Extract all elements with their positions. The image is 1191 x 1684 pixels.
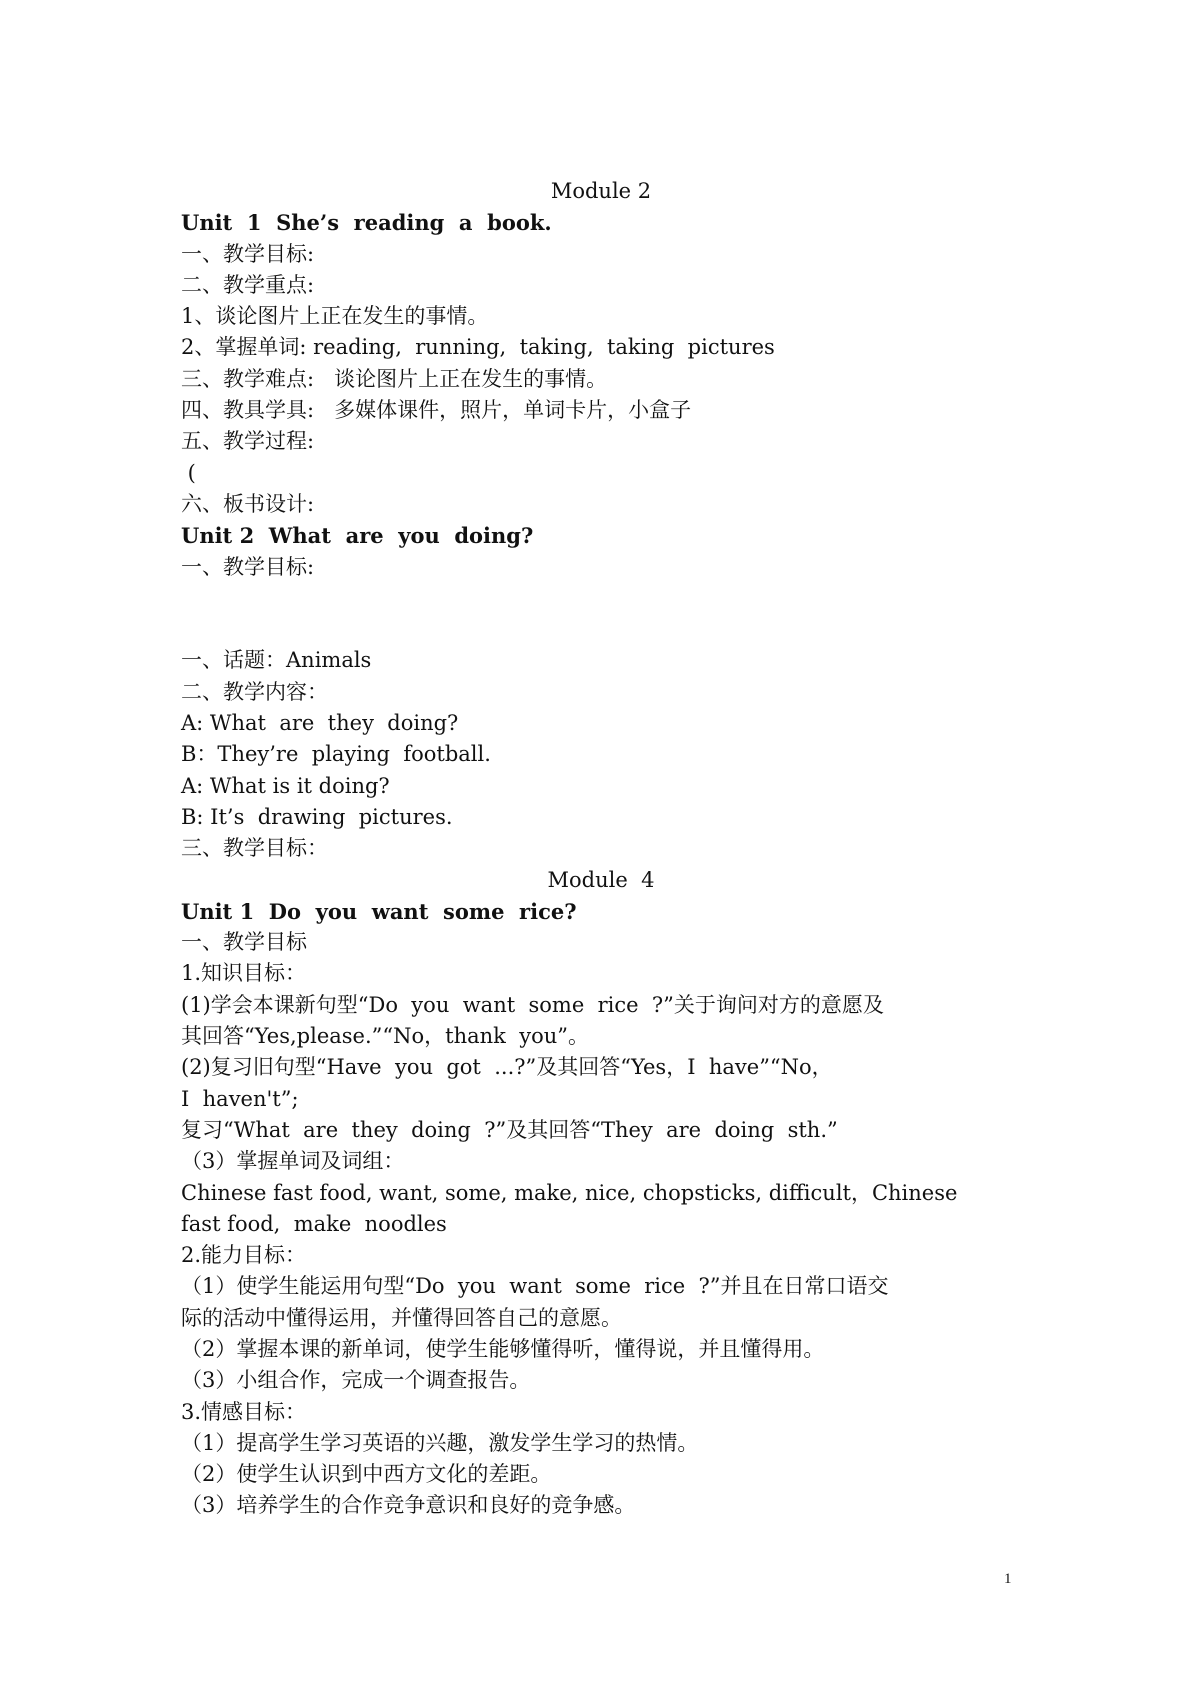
document-body	[181, 176, 1021, 1522]
text-line: 二、教学重点:	[181, 272, 315, 297]
text-line: (	[181, 460, 196, 485]
unit-1-heading: Unit 1 She’s reading a book.	[181, 210, 552, 236]
text-line: 3.情感目标：	[181, 1399, 307, 1424]
text-line: 际的活动中懂得运用，并懂得回答自己的意愿。	[181, 1305, 622, 1330]
text-line: 2、掌握单词: reading, running, taking, taking pictures	[181, 335, 775, 360]
text-line: 三、教学难点: 谈论图片上正在发生的事情。	[181, 366, 608, 391]
blank-line	[181, 583, 1021, 614]
text-line: B：They’re playing football.	[181, 742, 491, 767]
text-line: 一、教学目标:	[181, 554, 315, 579]
page-number: 1	[1004, 1571, 1012, 1587]
text-line: Chinese fast food, want, some, make, nice, chopsticks, difficult，Chinese	[181, 1180, 958, 1205]
blank-line	[181, 614, 1021, 645]
text-line: 2.能力目标：	[181, 1243, 307, 1268]
text-line: 四、教具学具: 多媒体课件，照片，单词卡片，小盒子	[181, 398, 692, 423]
text-line: （1）使学生能运用句型“Do you want some rice ?”并且在日常口语交	[181, 1274, 889, 1299]
text-line: 一、教学目标:	[181, 241, 315, 266]
text-line: 1、谈论图片上正在发生的事情。	[181, 304, 489, 329]
text-line: B: It’s drawing pictures.	[181, 804, 453, 829]
text-line: A: What is it doing?	[181, 773, 390, 798]
module-2-title: Module 2	[550, 179, 652, 203]
text-line: 一、教学目标	[181, 930, 307, 955]
text-line: I haven't”;	[181, 1086, 299, 1111]
text-line: 1.知识目标：	[181, 961, 307, 986]
text-line: 其回答“Yes,please.”“No，thank you”。	[181, 1024, 589, 1049]
unit-2-heading: Unit 2 What are you doing?	[181, 523, 534, 549]
text-line: 六、板书设计:	[181, 491, 315, 516]
text-line: 三、教学目标：	[181, 836, 328, 861]
text-line: fast food, make noodles	[181, 1211, 447, 1236]
text-line: A: What are they doing?	[181, 711, 459, 736]
module-4-title: Module 4	[547, 867, 655, 892]
text-line: （2）掌握本课的新单词，使学生能够懂得听，懂得说，并且懂得用。	[181, 1336, 825, 1361]
text-line: （3）培养学生的合作竞争意识和良好的竞争感。	[181, 1493, 636, 1518]
text-line: （2）使学生认识到中西方文化的差距。	[181, 1462, 552, 1487]
text-line: （1）提高学生学习英语的兴趣，激发学生学习的热情。	[181, 1430, 699, 1455]
text-line: （3）掌握单词及词组：	[181, 1149, 405, 1174]
text-line: (2)复习旧句型“Have you got ...?”及其回答“Yes，I have”“No，	[181, 1055, 833, 1080]
text-line: 五、教学过程:	[181, 429, 315, 454]
text-line: (1)学会本课新句型“Do you want some rice ?”关于询问对方的意愿及	[181, 992, 884, 1017]
text-line: （3）小组合作，完成一个调查报告。	[181, 1368, 531, 1393]
text-line: 复习“What are they doing ?”及其回答“They are doing sth.”	[181, 1117, 838, 1142]
module-4-unit-1-heading: Unit 1 Do you want some rice?	[181, 898, 577, 924]
text-line: 一、话题：Animals	[181, 648, 372, 673]
text-line: 二、教学内容：	[181, 679, 328, 704]
